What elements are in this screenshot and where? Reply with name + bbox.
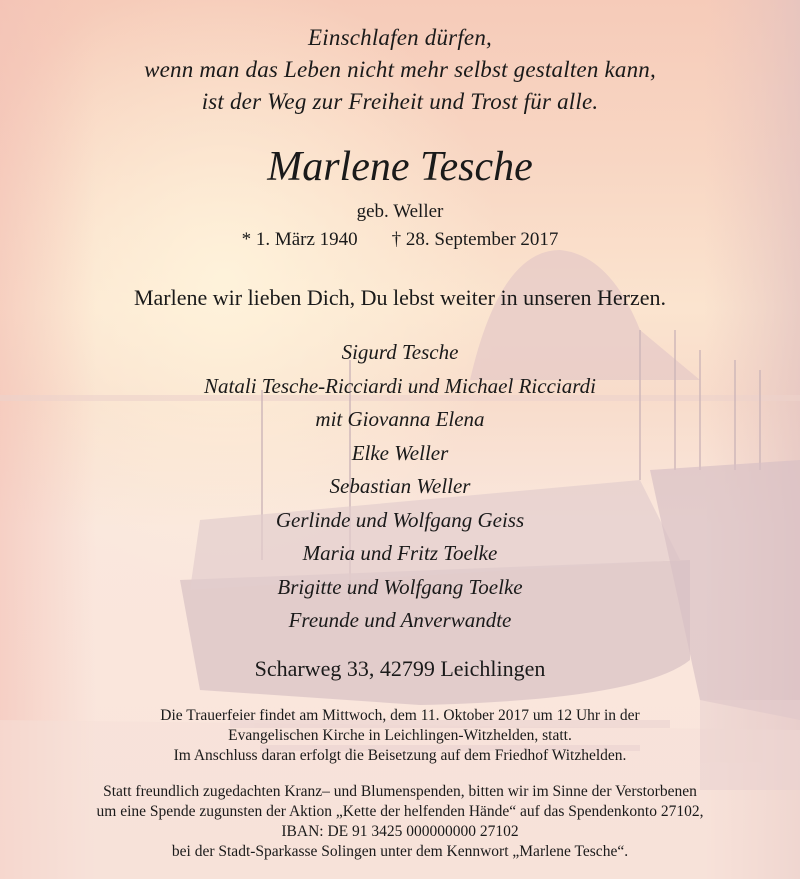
funeral-line: Evangelischen Kirche in Leichlingen-Witzhelden, statt. (228, 727, 572, 744)
mourner: Maria und Fritz Toelke (302, 541, 498, 565)
donation-line: bei der Stadt-Sparkasse Solingen unter dem Kennwort „Marlene Tesche“. (171, 843, 629, 860)
birth-date: * 1. März 1940 (241, 229, 358, 250)
donation-line: IBAN: DE 91 3425 000000000 27102 (281, 823, 519, 840)
mourners-list (0, 336, 800, 638)
mourner: mit Giovanna Elena (315, 407, 485, 431)
donation-line: Statt freundlich zugedachten Kranz– und Blumenspenden, bitten wir im Sinne der Verstorbenen (103, 783, 697, 800)
funeral-info (0, 706, 800, 766)
mourner: Sigurd Tesche (341, 340, 459, 364)
mourner: Gerlinde und Wolfgang Geiss (275, 507, 525, 532)
funeral-line: Die Trauerfeier findet am Mittwoch, dem 11. Oktober 2017 um 12 Uhr in der (160, 707, 640, 724)
donation-info (0, 782, 800, 862)
dedication: Marlene wir lieben Dich, Du lebst weiter in unseren Herzen. (133, 285, 667, 310)
deceased-name: Marlene Tesche (267, 144, 533, 190)
funeral-line: Im Anschluss daran erfolgt die Beisetzung auf dem Friedhof Witzhelden. (173, 747, 627, 764)
maiden-name: geb. Weller (356, 201, 444, 222)
verse-line: Einschlafen dürfen, (308, 25, 492, 50)
mourner: Elke Weller (351, 440, 449, 465)
verse-line: wenn man das Leben nicht mehr selbst gestalten kann, (144, 57, 656, 82)
mourner: Brigitte und Wolfgang Toelke (277, 574, 523, 599)
mourner: Freunde und Anverwandte (288, 608, 512, 632)
donation-line: um eine Spende zugunsten der Aktion „Kette der helfenden Hände“ auf das Spendenkonto 27102, (96, 803, 704, 820)
verse-line: ist der Weg zur Freiheit und Trost für alle. (201, 89, 599, 114)
address: Scharweg 33, 42799 Leichlingen (254, 656, 546, 681)
mourner: Natali Tesche-Ricciardi und Michael Ricciardi (204, 373, 596, 398)
death-date: † 28. September 2017 (391, 229, 559, 250)
mourner: Sebastian Weller (329, 474, 471, 498)
verse (0, 22, 800, 118)
life-dates (0, 227, 800, 253)
